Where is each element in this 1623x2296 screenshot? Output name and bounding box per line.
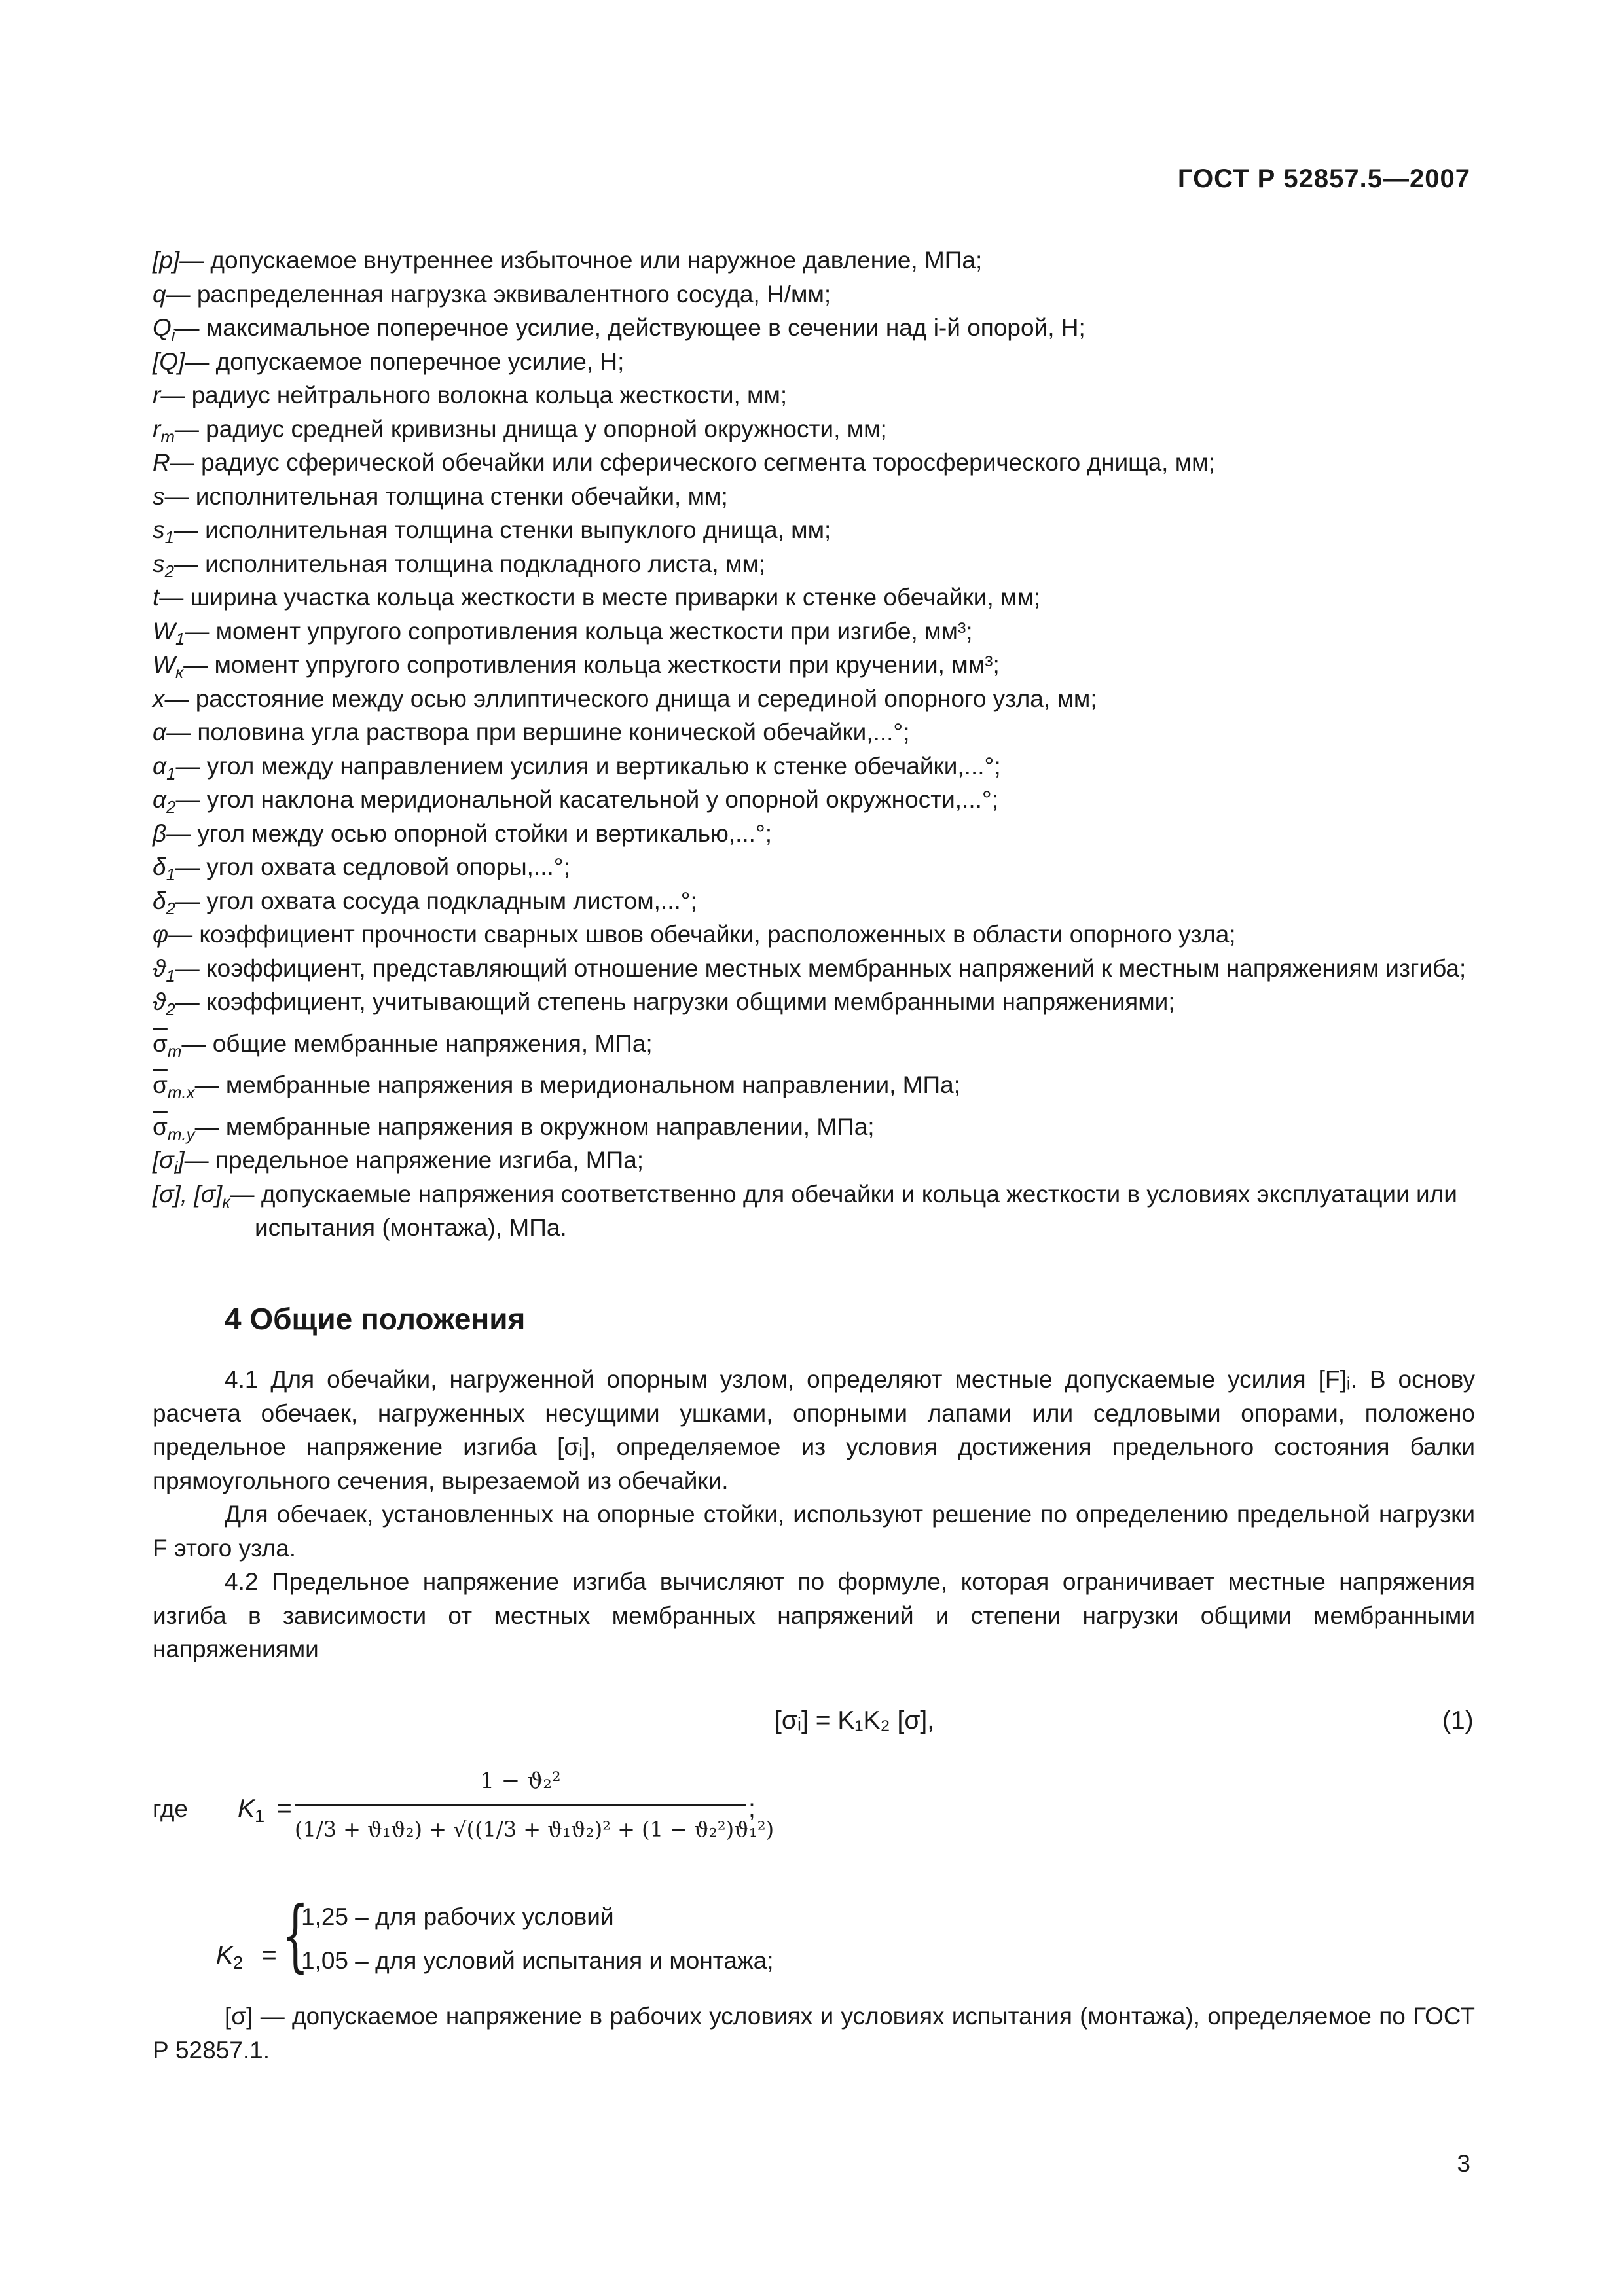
- definition-item: [153, 243, 1475, 278]
- paragraph-supports: Для обечаек, установленных на опорные стойки, используют решение по определению предельной нагрузки F этого узла.: [153, 1501, 1475, 1562]
- definition-item: [153, 682, 1475, 716]
- definition-text: — радиус нейтрального волокна кольца жесткости, мм;: [160, 382, 788, 408]
- definition-text: — допускаемое внутреннее избыточное или наружное давление, МПа;: [179, 247, 983, 274]
- definition-item: [153, 715, 1475, 749]
- definition-item: [153, 985, 1475, 1019]
- definition-text: — расстояние между осью эллиптического днища и серединой опорного узла, мм;: [164, 685, 1097, 712]
- definition-item: [153, 446, 1475, 480]
- definition-text: — мембранные напряжения в меридиональном направлении, МПа;: [194, 1071, 960, 1098]
- definition-symbol: [σ], $[\sigma]_к$: [153, 1180, 230, 1211]
- definition-text: — угол между направлением усилия и вертикалью к стенке обечайки,...°;: [175, 752, 1001, 780]
- definition-text: — угол охвата сосуда подкладным листом,...°;: [175, 887, 697, 914]
- definition-symbol: $\delta_1$: [153, 853, 175, 884]
- definition-text: — исполнительная толщина подкладного листа, мм;: [173, 550, 766, 577]
- definition-text: — момент упругого сопротивления кольца жесткости при кручении, мм³;: [183, 651, 1000, 678]
- definition-symbol: α: [153, 719, 167, 745]
- k1-numerator: 1 − ϑ₂²: [480, 1768, 561, 1794]
- definition-item: [153, 850, 1475, 884]
- definition-symbol: φ: [153, 921, 169, 948]
- standard-header: ГОСТ Р 52857.5—2007: [1177, 164, 1470, 193]
- definition-text: — радиус сферической обечайки или сферического сегмента торосферического днища, мм;: [170, 449, 1215, 476]
- definition-text: — допускаемые напряжения соответственно для обечайки и кольца жесткости в условиях эксплуатации или испытания (монтажа), МПа.: [230, 1180, 1457, 1241]
- k2-case-working: 1,25 – для рабочих условий: [301, 1903, 614, 1930]
- definition-item: [153, 547, 1475, 581]
- definition-symbol: s: [153, 482, 165, 510]
- definition-item: [153, 783, 1475, 817]
- definition-item: [153, 581, 1475, 615]
- k1-denominator: (1/3 + ϑ₁ϑ₂) + √((1/3 + ϑ₁ϑ₂)² + (1 − ϑ₂²)ϑ₁²): [295, 1817, 775, 1842]
- definition-symbol: $\overline{\sigma}_m$: [153, 1030, 182, 1061]
- formula-1-number: (1): [1442, 1706, 1474, 1734]
- definition-symbol: x: [153, 685, 165, 712]
- paragraph-4-1: 4.1 Для обечайки, нагруженной опорным узлом, определяют местные допускаемые усилия [F]ᵢ. В основу расчета обечаек, нагруженных несущими ушками, опорными лапами или седловыми опорами, положено предельное напряжение изгиба [σᵢ], определяемое из условия достижения предельного состояния балки прямоугольного сечения, вырезаемой из обечайки.: [153, 1366, 1475, 1494]
- definition-item: [153, 1068, 1475, 1102]
- definition-item: [153, 1143, 1475, 1177]
- definition-item: [153, 749, 1475, 783]
- formula-1: [σᵢ] = K₁K₂ [σ],: [775, 1706, 935, 1734]
- definition-text: — исполнительная толщина стенки выпуклого днища, мм;: [173, 516, 831, 543]
- section-title: 4 Общие положения: [225, 1302, 526, 1336]
- definition-symbol: $\overline{\sigma}_{m.x}$: [153, 1071, 195, 1102]
- definition-symbol: $\alpha_2$: [153, 786, 176, 817]
- definition-item: [153, 918, 1475, 952]
- definition-symbol: $W_к$: [153, 651, 184, 682]
- definition-text: — ширина участка кольца жесткости в месте приварки к стенке обечайки, мм;: [159, 584, 1041, 611]
- definition-item: [153, 311, 1475, 345]
- definition-symbol: $ϑ_2$: [153, 988, 175, 1019]
- definition-item: [153, 648, 1475, 682]
- definition-item: [153, 615, 1475, 649]
- definition-text: — коэффициент прочности сварных швов обечайки, расположенных в области опорного узла;: [168, 921, 1236, 948]
- sigma-definition: [σ] — допускаемое напряжение в рабочих условиях и условиях испытания (монтажа), определяемое по ГОСТ Р 52857.1.: [153, 2003, 1475, 2064]
- k1-semicolon: ;: [748, 1795, 756, 1823]
- definition-symbol: $[\sigma_i]$: [153, 1147, 185, 1177]
- definition-symbol: [p]: [153, 247, 180, 274]
- definition-symbol: $\overline{\sigma}_{m.y}$: [153, 1113, 195, 1144]
- k2-equals: =: [262, 1941, 277, 1969]
- definition-text: — предельное напряжение изгиба, МПа;: [184, 1147, 644, 1174]
- section-body: [153, 1363, 1475, 1666]
- where-label: где: [153, 1795, 189, 1822]
- definition-symbol: $ϑ_1$: [153, 954, 175, 986]
- definition-text: — момент упругого сопротивления кольца жесткости при изгибе, мм³;: [185, 617, 973, 645]
- definition-symbol: $\delta_2$: [153, 887, 175, 918]
- k2-case-testing: 1,05 – для условий испытания и монтажа;: [301, 1947, 774, 1974]
- fraction-bar: [295, 1804, 746, 1806]
- definition-item: [153, 412, 1475, 446]
- definition-text: — максимальное поперечное усилие, действующее в сечении над i-й опорой, Н;: [175, 314, 1085, 341]
- page-number: 3: [1457, 2150, 1470, 2177]
- definition-symbol: β: [153, 819, 167, 847]
- k2-symbol: $K_2$: [216, 1941, 244, 1973]
- definition-item: [153, 378, 1475, 412]
- definition-item: [153, 345, 1475, 379]
- definition-text: — распределенная нагрузка эквивалентного сосуда, Н/мм;: [166, 280, 831, 308]
- definition-symbol: $r_m$: [153, 415, 175, 446]
- k1-equals: =: [277, 1795, 292, 1823]
- definition-item: [153, 1110, 1475, 1144]
- definition-text: — половина угла раствора при вершине конической обечайки,...°;: [166, 719, 910, 745]
- definition-symbol: r: [153, 382, 161, 408]
- definition-text: — коэффициент, представляющий отношение местных мембранных напряжений к местным напряжениям изгиба;: [175, 954, 1467, 982]
- definition-item: [153, 278, 1475, 312]
- definition-symbol: $Q_i$: [153, 314, 175, 345]
- definition-text: — исполнительная толщина стенки обечайки, мм;: [164, 482, 728, 510]
- definition-symbol: $s_2$: [153, 550, 174, 581]
- definition-symbol: q: [153, 280, 166, 308]
- definition-text: — коэффициент, учитывающий степень нагрузки общими мембранными напряжениями;: [175, 988, 1175, 1015]
- definition-item: [153, 952, 1475, 986]
- definition-text: — угол между осью опорной стойки и вертикалью,...°;: [166, 819, 773, 847]
- definition-item: [153, 513, 1475, 547]
- definition-text: — допускаемое поперечное усилие, Н;: [185, 348, 625, 375]
- definition-text: — общие мембранные напряжения, МПа;: [181, 1030, 653, 1057]
- definition-symbol: R: [153, 449, 170, 476]
- definition-item: [153, 480, 1475, 514]
- definition-text: — мембранные напряжения в окружном направлении, МПа;: [194, 1113, 875, 1140]
- definitions-list: [153, 243, 1475, 1245]
- definition-symbol: $W_1$: [153, 617, 185, 649]
- definition-text: — радиус средней кривизны днища у опорной окружности, мм;: [174, 415, 887, 442]
- definition-item: [153, 1177, 1475, 1245]
- k1-fraction: [295, 1765, 775, 1895]
- definition-symbol: t: [153, 584, 160, 611]
- k1-symbol: $K_1$: [238, 1795, 265, 1826]
- definition-symbol: $\alpha_1$: [153, 752, 176, 783]
- definition-text: — угол наклона меридиональной касательной у опорной окружности,...°;: [175, 786, 998, 813]
- definition-item: [153, 884, 1475, 918]
- definition-item: [153, 817, 1475, 851]
- definition-item: [153, 1027, 1475, 1061]
- definition-text: — угол охвата седловой опоры,...°;: [175, 853, 570, 880]
- closing-paragraph: [153, 2000, 1475, 2067]
- paragraph-4-2: 4.2 Предельное напряжение изгиба вычисляют по формуле, которая ограничивает местные напряжения изгиба в зависимости от местных мембранных напряжений и степени нагрузки общими мембранными напряжениями: [153, 1568, 1475, 1662]
- left-brace-icon: {: [282, 1890, 309, 1981]
- definition-symbol: $s_1$: [153, 516, 174, 547]
- definition-symbol: [Q]: [153, 348, 185, 375]
